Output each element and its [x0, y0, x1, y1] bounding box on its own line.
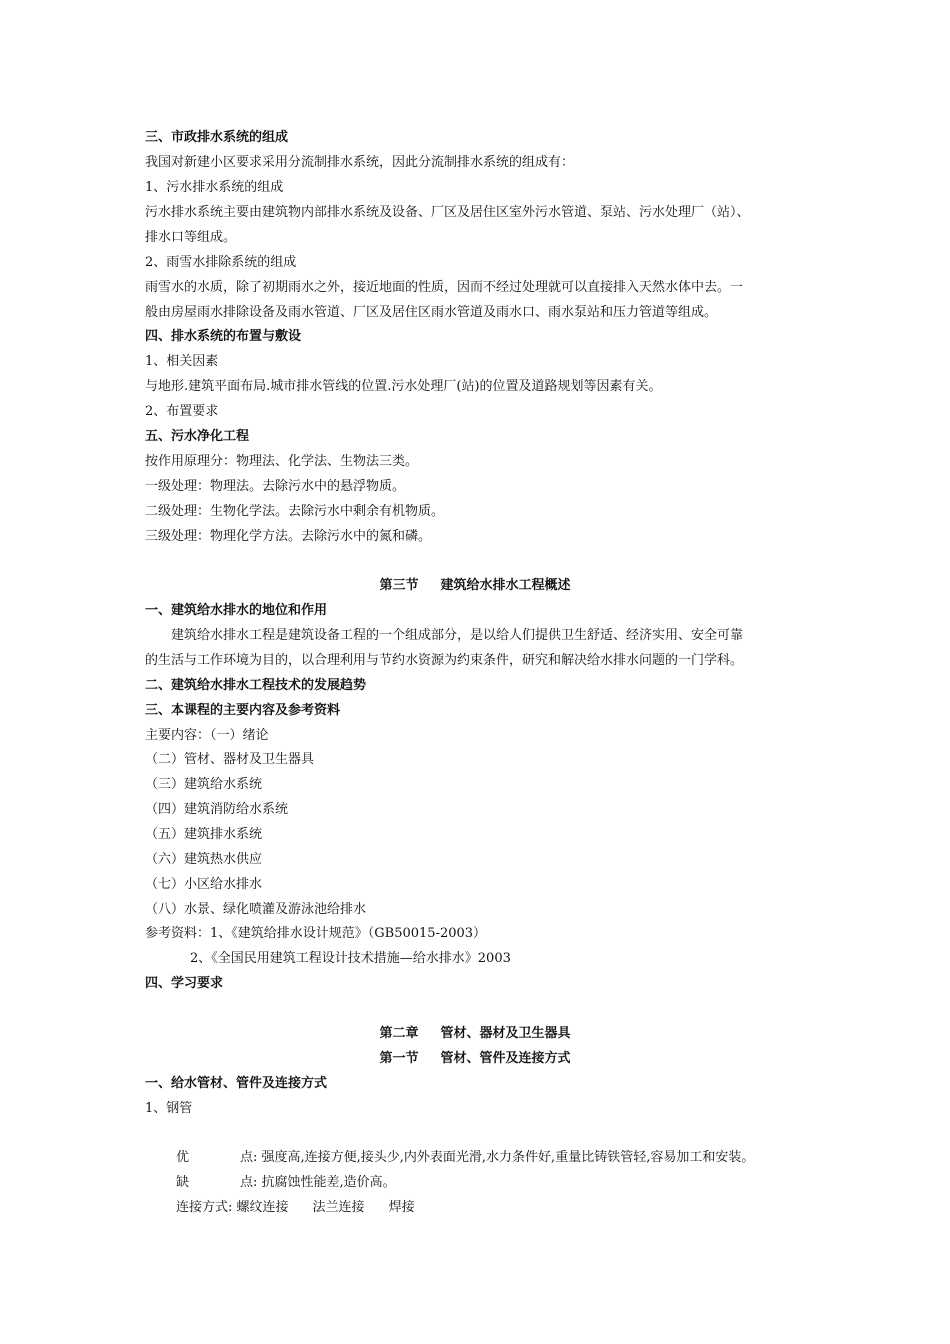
advantages-text: 强度高,连接方便,接头少,内外表面光滑,水力条件好,重量比铸铁管轻,容易加工和安装。 [261, 1150, 755, 1165]
connection-method: 焊接 [388, 1200, 415, 1215]
section-title-3 [145, 577, 805, 595]
section-heading-municipal-drainage: 三、市政排水系统的组成 [145, 130, 289, 145]
connection-methods-row [176, 1199, 856, 1217]
disadvantages-text: 抗腐蚀性能差,造价高。 [261, 1175, 396, 1190]
connection-method: 法兰连接 [312, 1200, 365, 1215]
advantages-row [176, 1149, 856, 1167]
section-title-1 [145, 1050, 805, 1068]
subheading-related-factors: 1、相关因素 [145, 354, 219, 369]
section-title-text: 管材、管件及连接方式 [440, 1051, 571, 1066]
heading-development-trends: 二、建筑给水排水工程技术的发展趋势 [145, 678, 367, 693]
chapter-title-text: 管材、器材及卫生器具 [440, 1026, 571, 1041]
contents-label: 主要内容：（一）绪论 [145, 728, 269, 743]
disadvantages-label-b: 点: [240, 1175, 258, 1190]
section-title-text: 建筑给水排水工程概述 [440, 578, 571, 593]
contents-item: （三）建筑给水系统 [145, 777, 263, 792]
reference-1: 参考资料：1、《建筑给排水设计规范》（GB50015-2003） [145, 926, 487, 941]
section-heading-purification: 五、污水净化工程 [145, 429, 250, 444]
contents-item: （八）水景、绿化喷灌及游泳池给排水 [145, 902, 367, 917]
paragraph-intro: 我国对新建小区要求采用分流制排水系统，因此分流制排水系统的组成有： [145, 155, 575, 170]
paragraph-sewage-line1: 污水排水系统主要由建筑物内部排水系统及设备、厂区及居住区室外污水管道、泵站、污水处理厂（站）、 [145, 205, 750, 220]
subheading-sewage-system: 1、污水排水系统的组成 [145, 180, 284, 195]
contents-item: （七）小区给水排水 [145, 877, 263, 892]
reference-2: 2、《全国民用建筑工程设计技术措施—给水排水》2003 [190, 951, 511, 966]
paragraph-definition-line2: 的生活与工作环境为目的，以合理利用与节约水资源为约束条件，研究和解决给水排水问题的一门学科。 [145, 653, 744, 668]
advantages-label-a: 优 [176, 1150, 190, 1165]
paragraph-tertiary-treatment: 三级处理：物理化学方法。去除污水中的氮和磷。 [145, 529, 432, 544]
paragraph-secondary-treatment: 二级处理：生物化学法。去除污水中剩余有机物质。 [145, 504, 445, 519]
contents-item: （四）建筑消防给水系统 [145, 802, 289, 817]
section-number: 第一节 [379, 1051, 419, 1066]
disadvantages-label-a: 缺 [176, 1175, 190, 1190]
subheading-rainwater-system: 2、雨雪水排除系统的组成 [145, 255, 297, 270]
subheading-layout-requirements: 2、布置要求 [145, 404, 219, 419]
section-heading-layout: 四、排水系统的布置与敷设 [145, 329, 302, 344]
paragraph-rainwater-line2: 般由房屋雨水排除设备及雨水管道、厂区及居住区雨水管道及雨水口、雨水泵站和压力管道等组成。 [145, 305, 718, 320]
disadvantages-row [176, 1174, 856, 1192]
heading-course-contents: 三、本课程的主要内容及参考资料 [145, 703, 341, 718]
paragraph-rainwater-line1: 雨雪水的水质，除了初期雨水之外，接近地面的性质，因而不经过处理就可以直接排入天然水体中去。一 [145, 280, 744, 295]
advantages-label-b: 点: [240, 1150, 258, 1165]
connection-method: 螺纹连接 [236, 1200, 289, 1215]
paragraph-purification-methods: 按作用原理分：物理法、化学法、生物法三类。 [145, 454, 419, 469]
paragraph-factors: 与地形.建筑平面布局.城市排水管线的位置.污水处理厂(站)的位置及道路规划等因素有关。 [145, 379, 662, 394]
section-number: 第三节 [379, 578, 419, 593]
heading-status-and-role: 一、建筑给水排水的地位和作用 [145, 603, 328, 618]
heading-learning-requirements: 四、学习要求 [145, 976, 224, 991]
contents-item: （六）建筑热水供应 [145, 852, 263, 867]
contents-item: （五）建筑排水系统 [145, 827, 263, 842]
chapter-title-2 [145, 1025, 805, 1043]
paragraph-definition-line1: 建筑给水排水工程是建筑设备工程的一个组成部分，是以给人们提供卫生舒适、经济实用、安全可靠 [171, 628, 744, 643]
paragraph-sewage-line2: 排水口等组成。 [145, 230, 237, 245]
subheading-steel-pipe: 1、钢管 [145, 1101, 193, 1116]
connection-label: 连接方式: [176, 1200, 233, 1215]
heading-water-pipes: 一、给水管材、管件及连接方式 [145, 1076, 328, 1091]
contents-item: （二）管材、器材及卫生器具 [145, 752, 315, 767]
chapter-number: 第二章 [379, 1026, 419, 1041]
paragraph-primary-treatment: 一级处理：物理法。去除污水中的悬浮物质。 [145, 479, 406, 494]
